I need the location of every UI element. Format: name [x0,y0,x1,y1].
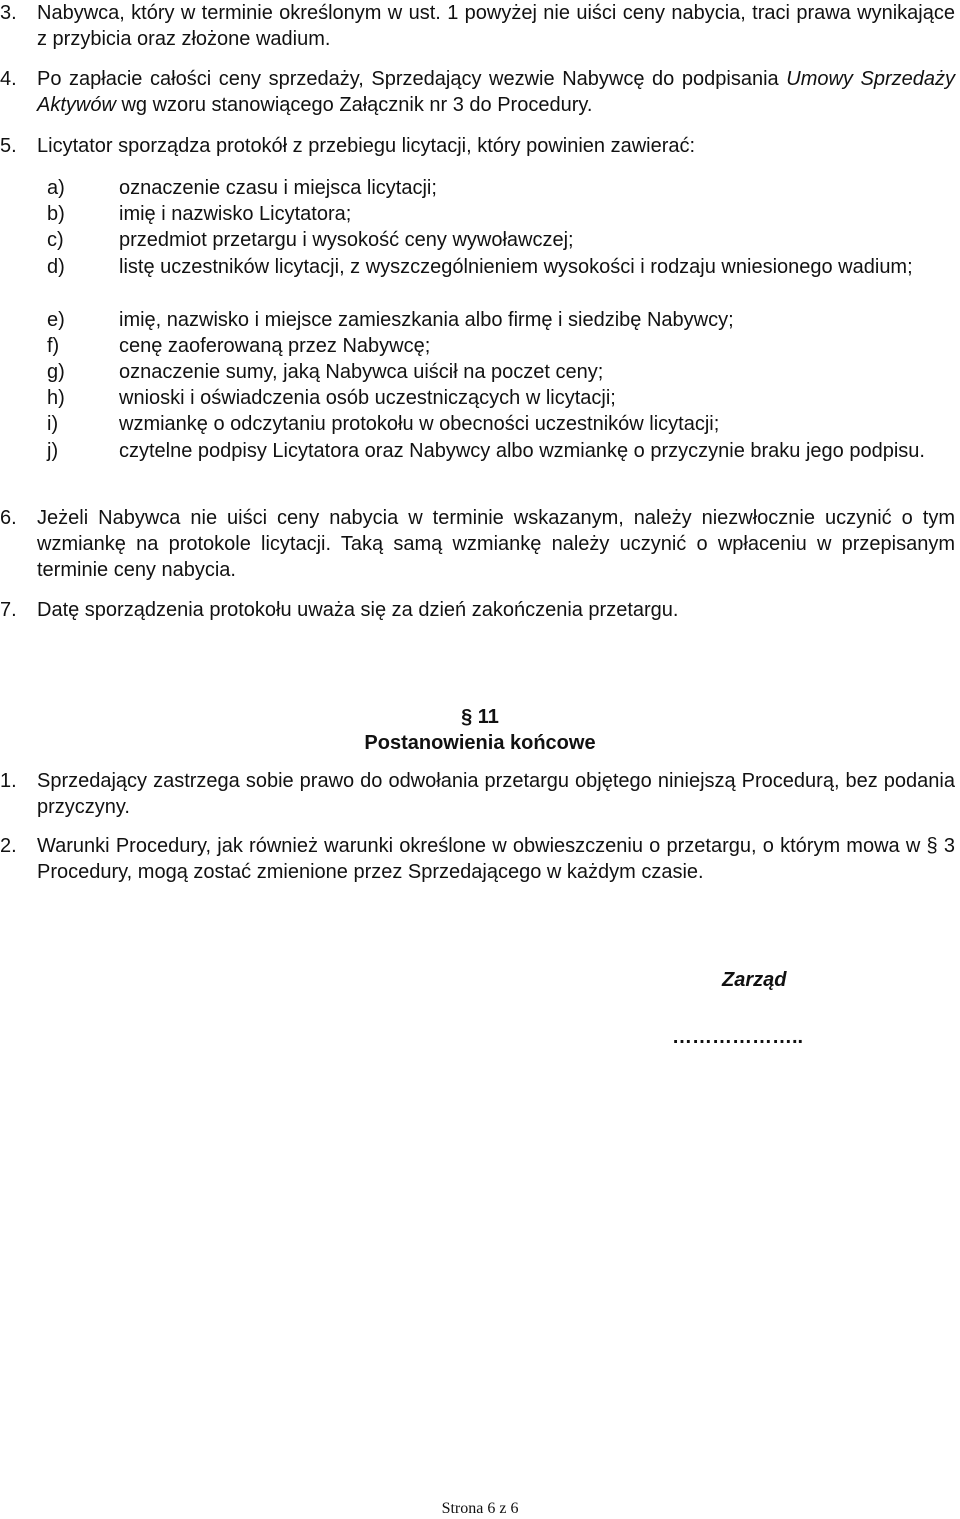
list-item-text: czytelne podpisy Licytatora oraz Nabywcy albo wzmiankę o przyczynie braku jego podpisu. [119,440,925,462]
paragraph-text: Licytator sporządza protokół z przebiegu licytacji, który powinien zawierać: [37,135,696,157]
paragraph-text-part: wg wzoru stanowiącego Załącznik nr 3 do Procedury. [115,94,593,116]
list-item-text: cenę zaoferowaną przez Nabywcę; [119,335,431,357]
agreement-title: Umowy Sprzedaży Aktywów [37,68,956,116]
list-item [47,359,957,385]
list-item [47,333,957,359]
list-item-label: e) [47,309,65,331]
list-item-text: przedmiot przetargu i wysokość ceny wywoławczej; [119,229,574,251]
list-item [47,201,957,227]
paragraph-text [37,66,955,118]
list-item-label: g) [47,361,65,383]
list-item-label: i) [47,413,59,435]
page-number: Strona 6 z 6 [441,1500,519,1517]
list-item-label: b) [47,203,65,225]
section-title: Postanowienia końcowe [364,732,596,754]
paragraph-text-part: Po zapłacie całości ceny sprzedaży, Sprzedający wezwie Nabywcę do podpisania [37,68,787,90]
list-item-label: c) [47,229,64,251]
paragraph-number: 3. [0,2,17,24]
list-item [47,385,957,411]
paragraph-text: Sprzedający zastrzega sobie prawo do odwołania przetargu objętego niniejszą Procedurą, bez podania przyczyny. [37,770,955,818]
list-item-text: imię i nazwisko Licytatora; [119,203,352,225]
list-item [47,307,957,333]
paragraph-text: Nabywca, który w terminie określonym w ust. 1 powyżej nie uiści ceny nabycia, traci prawa wynikające z przybicia oraz złożone wadium. [37,2,955,50]
list-item-text: wnioski i oświadczenia osób uczestniczących w licytacji; [119,387,616,409]
list-item [47,227,957,253]
paragraph-3 [0,0,955,52]
list-item [47,411,957,437]
final-paragraph-2 [0,833,955,885]
paragraph-text: Jeżeli Nabywca nie uiści ceny nabycia w terminie wskazanym, należy niezwłocznie uczynić o tym wzmiankę na protokole licytacji. Taką samą wzmiankę należy uczynić o wpłaceniu w przepisanym terminie ceny nabycia. [37,507,955,581]
paragraph-text: Datę sporządzenia protokołu uważa się za dzień zakończenia przetargu. [37,599,679,621]
list-item-label: h) [47,387,65,409]
list-item [47,254,957,280]
list-item [47,438,957,464]
paragraph-number: 6. [0,507,17,529]
paragraph-number: 4. [0,68,17,90]
list-item-text: listę uczestników licytacji, z wyszczególnieniem wysokości i rodzaju wniesionego wadium; [119,256,913,278]
paragraph-number: 7. [0,599,17,621]
section-number: § 11 [461,706,499,728]
list-item-label: f) [47,335,60,357]
list-item-text: oznaczenie sumy, jaką Nabywca uiścił na poczet ceny; [119,361,604,383]
final-paragraph-1 [0,768,955,820]
list-item-label: a) [47,177,65,199]
list-item-label: d) [47,256,65,278]
paragraph-6 [0,505,955,583]
paragraph-4 [0,66,955,118]
paragraph-number: 5. [0,135,17,157]
paragraph-text: Warunki Procedury, jak również warunki określone w obwieszczeniu o przetargu, o którym mowa w § 3 Procedury, mogą zostać zmienione przez Sprzedającego w każdym czasie. [37,835,955,883]
paragraph-5 [0,133,955,159]
paragraph-number: 2. [0,835,17,857]
list-item-text: oznaczenie czasu i miejsca licytacji; [119,177,437,199]
signature-label: Zarząd [722,969,787,991]
list-item [47,175,957,201]
list-item-text: wzmiankę o odczytaniu protokołu w obecności uczestników licytacji; [119,413,720,435]
list-item-text: imię, nazwisko i miejsce zamieszkania albo firmę i siedzibę Nabywcy; [119,309,734,331]
signature-line: ……………….. [672,1026,804,1048]
paragraph-number: 1. [0,770,17,792]
list-item-label: j) [47,440,59,462]
paragraph-7 [0,597,955,623]
